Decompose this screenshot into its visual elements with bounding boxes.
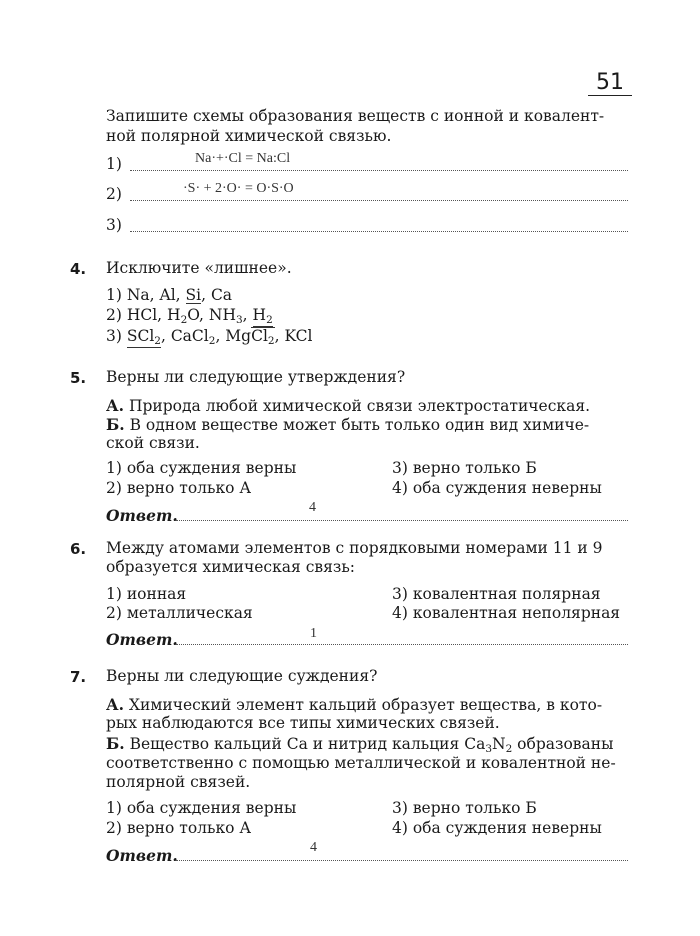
q7-answer-line [176,860,628,861]
overlined-cl2: $Cl_2$ [251,327,275,347]
crossed-si: Si [185,286,202,304]
q6-option-2: 2) металлическая [106,604,253,622]
q7-statement-b: Б. Вещество кальций Ca и нитрид кальция $Ca_3N_2$ образованы [106,734,614,755]
q7-answer-label: Ответ. [106,846,178,865]
answer-line-3 [130,231,628,232]
intro-item-label-2: 2) [106,185,122,203]
page-number: 51 [596,70,624,95]
q6-option-4: 4) ковалентная неполярная [392,604,621,622]
q5-statement-b: Б. В одном веществе может быть только один вид химиче- [106,415,590,434]
q7-option-2: 2) верно только А [106,819,252,837]
q4-prompt: Исключите «лишнее». [106,259,292,277]
q5-option-4: 4) оба суждения неверны [392,479,602,497]
intro-item-label-1: 1) [106,155,122,173]
answer-line-2 [130,200,628,201]
q5-answer-label: Ответ. [106,506,178,525]
q5-statement-b-cont: ской связи. [106,434,200,452]
q4-option-1: 1) Na, Al, Si, Ca [106,286,233,304]
q6-answer-line [176,644,628,645]
q6-handwritten-answer: 1 [310,626,317,641]
q5-option-2: 2) верно только А [106,479,252,497]
q6-number: 6. [70,540,87,558]
q5-option-1: 1) оба суждения верны [106,459,297,477]
intro-item-label-3: 3) [106,216,122,234]
q4-option-2: 2) HCl, $H_2O$, $NH_3$, $H_2$ [106,306,273,326]
q5-statement-a: А. Природа любой химической связи электростатическая. [106,396,591,415]
intro-line-1: Запишите схемы образования веществ с ионной и ковалент- [106,107,605,125]
q6-option-3: 3) ковалентная полярная [392,585,601,603]
q7-statement-a: А. Химический элемент кальций образует вещества, в кото- [106,695,603,714]
q7-handwritten-answer: 4 [310,840,317,855]
q7-statement-b-cont: соответственно с помощью металлической и ковалентной не- [106,754,616,772]
q5-handwritten-answer: 4 [309,500,316,515]
underlined-h2: $H_2$ [252,306,273,326]
q7-option-1: 1) оба суждения верны [106,799,297,817]
q6-line-2: образуется химическая связь: [106,558,356,576]
q7-number: 7. [70,668,87,686]
q6-option-1: 1) ионная [106,585,187,603]
underlined-scl2: SCl$_2$ [126,327,161,347]
intro-line-2: ной полярной химической связью. [106,127,392,145]
q7-option-4: 4) оба суждения неверны [392,819,602,837]
q7-option-3: 3) верно только Б [392,799,537,817]
q5-answer-line [176,520,628,521]
q7-statement-b-cont-2: полярной связей. [106,773,251,791]
q6-line-1: Между атомами элементов с порядковыми номерами 11 и 9 [106,539,603,557]
q5-number: 5. [70,369,87,387]
handwritten-answer-2: ·S· + 2·O· = O·S·O [183,181,294,196]
page-number-rule [588,95,632,96]
q7-prompt: Верны ли следующие суждения? [106,667,378,685]
q5-option-3: 3) верно только Б [392,459,537,477]
q6-answer-label: Ответ. [106,630,178,649]
handwritten-answer-1: Na·+·Cl = Na:Cl [195,151,291,166]
q4-option-3: 3) SCl$_2$, CaCl$_2$, MgCl$_2$, KCl [106,327,313,347]
q7-statement-a-cont: рых наблюдаются все типы химических связей. [106,714,500,732]
q4-number: 4. [70,260,87,278]
answer-line-1 [130,170,628,171]
q5-prompt: Верны ли следующие утверждения? [106,368,406,386]
